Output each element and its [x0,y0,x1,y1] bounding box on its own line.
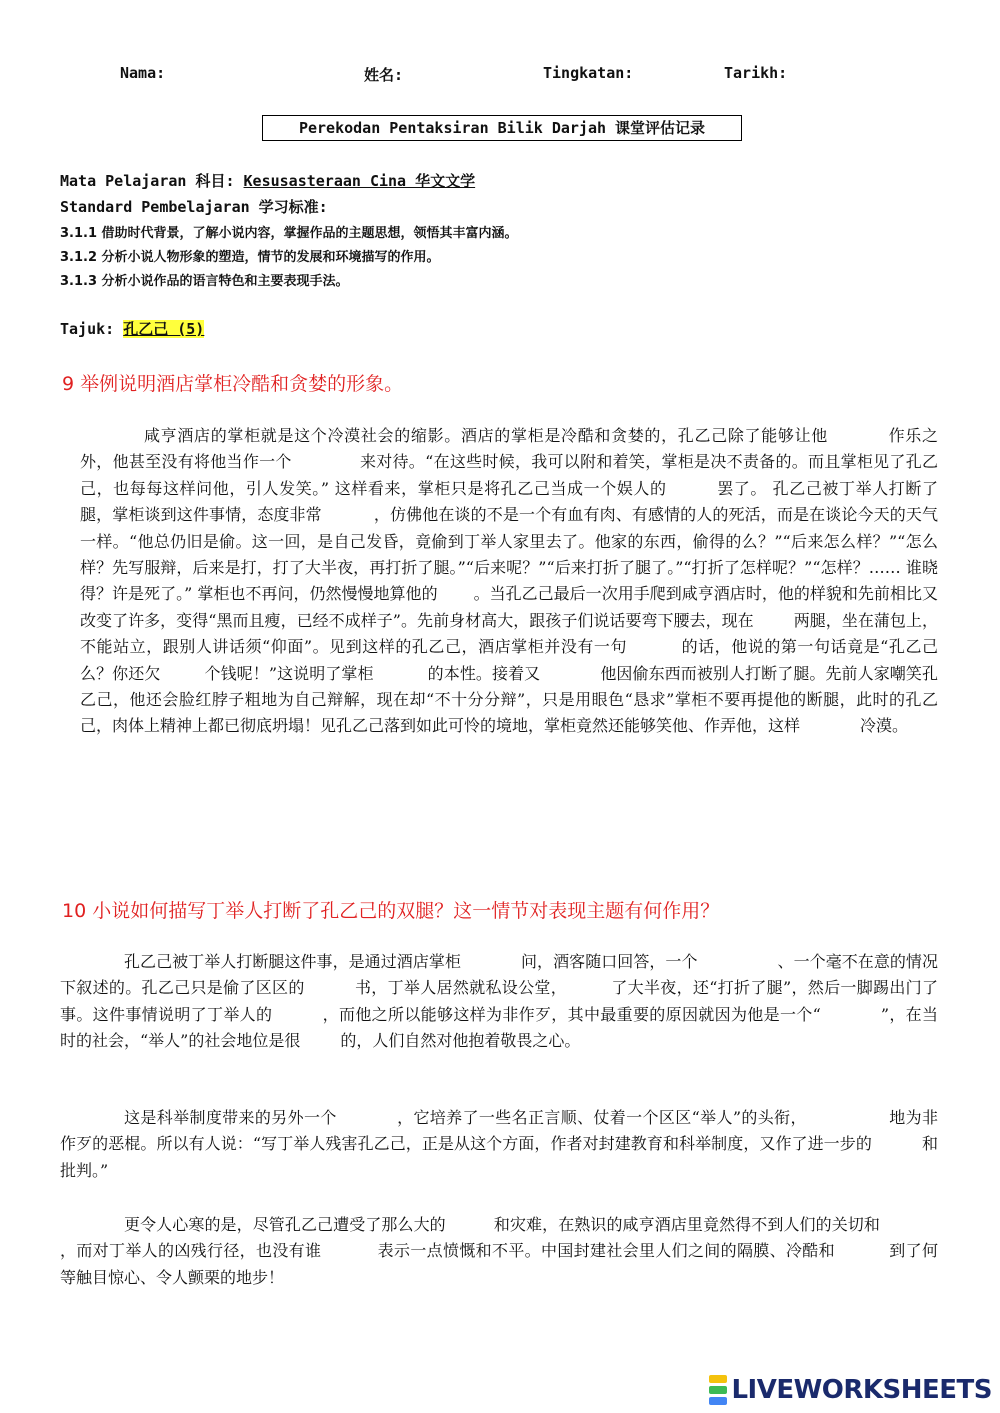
title-chinese: 课堂评估记录 [615,119,706,137]
standard-item: 3.1.2 分析小说人物形象的塑造，情节的发展和环境描写的作用。 [60,250,440,265]
answer-text: ，而他之所以能够这样为非作歹，其中最重要的原因就因为他是一个“ [322,1004,821,1024]
topic-value: 孔乙己 (5) [123,320,205,338]
answer-text: 更令人心寒的是，尽管孔乙己遭受了那么大的 [124,1215,446,1234]
answer-text: 和批判。” [60,1134,938,1180]
logo-mark-icon [709,1375,727,1405]
tingkatan-label: Tingkatan: [543,64,634,82]
answer-text: 孔乙己被丁举人打断腿这件事，是通过酒店掌柜 [124,952,461,971]
logo-text: LIVEWORKSHEETS [731,1375,992,1405]
answer-text: 书，丁举人居然就私设公堂， [354,978,568,998]
answer-text: 的本性。接着又 [427,663,541,683]
title-latin: Perekodan Pentaksiran Bilik Darjah [298,119,606,137]
answer-text: 到了何等触目惊心、令人颤栗的地步！ [60,1241,938,1287]
subject-line [60,170,475,191]
answer-text: ，它培养了一些名正言顺、仗着一个区区“举人”的头衔， [396,1108,807,1127]
answer-text: 问，酒客随口回答，一个 [520,952,698,971]
liveworksheets-logo [709,1375,992,1405]
standard-item: 3.1.3 分析小说作品的语言特色和主要表现手法。 [60,274,349,289]
subject-label: Mata Pelajaran 科目: [60,172,235,190]
answer-10-paragraph-1 [60,949,938,1055]
answer-text: 这是科举制度带来的另外一个 [124,1108,337,1127]
answer-text: 冷漠。 [860,716,909,736]
answer-text: ，而对丁举人的凶残行径，也没有谁 [60,1241,322,1261]
answer-text: 表示一点愤慨和不平。中国封建社会里人们之间的隔膜、冷酷和 [377,1241,835,1261]
answer-text: 。当孔乙己最后一次用手爬到咸亨酒店时，他的样貌和先前相比又改变了许多，变得“黑而且瘦，已经不成样子”。先前身材高大，跟孩子们说话要弯下腰去，现在 [80,584,938,630]
subject-value: Kesusasteraan Cina 华文文学 [243,172,476,190]
answer-text: 咸亨酒店的掌柜就是这个冷漠社会的缩影。酒店的掌柜是冷酷和贪婪的，孔乙己除了能够让他 [144,426,828,445]
answer-text: 了大半夜，还“打折了腿”，然后一脚踢出门了事。这件事情说明了丁举人的 [60,978,938,1024]
question-10: 10 小说如何描写丁举人打断了孔乙己的双腿？这一情节对表现主题有何作用？ [62,900,720,922]
answer-text: ，仿佛他在谈的不是一个有血有肉、有感情的人的死活，而是在谈论今天的天气一样。“他总仍旧是偷。这一回，是自己发昏，竟偷到丁举人家里去了。他家的东西，偷得的么？”“后来怎么样？”“怎么样？先写服辩，后来是打，打了大半夜，再打折了腿。”“后来呢？”“后来打折了腿了。”“打折了怎样呢？”“怎样？…… 谁晓得？许是死了。” 掌柜也不再问，仍然慢慢地算他的 [80,505,938,604]
answer-text: ”，在当时的社会，“举人”的社会地位是很 [60,1004,938,1051]
answer-10-paragraph-2 [60,1105,938,1184]
answer-text: 地为非作歹的恶棍。所以有人说：“写丁举人残害孔乙己，正是从这个方面，作者对封建教育和科举制度，又作了进一步的 [60,1108,938,1154]
answer-text: 的话，他说的第一句话竟是“孔乙己么？你还欠 [80,637,938,683]
xingming-label: 姓名: [364,66,404,84]
nama-label: Nama: [120,64,166,82]
answer-text: 、一个毫不在意的情况下叙述的。孔乙己只是偷了区区的 [60,952,938,998]
answer-text: 的，人们自然对他抱着敬畏之心。 [340,1031,581,1051]
answer-text: 和灾难，在熟识的咸亨酒店里竟然得不到人们的关切和 [493,1215,880,1234]
logo-bar [709,1397,727,1405]
answer-text: 来对待。“在这些时候，我可以附和着笑，掌柜是决不责备的。而且掌柜见了孔乙己，也每每这样问他，引人发笑。” 这样看来，掌柜只是将孔乙己当成一个娱人的 [80,452,938,498]
standard-label: Standard Pembelajaran 学习标准: [60,198,328,216]
standard-item: 3.1.1 借助时代背景，了解小说内容，掌握作品的主题思想，领悟其丰富内涵。 [60,226,518,241]
answer-text: 他因偷东西而被别人打断了腿。先前人家嘲笑孔乙己，他还会脸红脖子粗地为自己辩解，现在却“不十分分辩”，只是用眼色“恳求”掌柜不要再提他的断腿，此时的孔乙己，肉体上精神上都已彻底坍塌！见孔乙己落到如此可怜的境地，掌柜竟然还能够笑他、作弄他，这样 [80,663,938,736]
answer-text: 作乐之外，他甚至没有将他当作一个 [80,426,938,472]
answer-10-paragraph-3 [60,1212,938,1291]
question-9: 9 举例说明酒店掌柜冷酷和贪婪的形象。 [62,373,404,395]
answer-text: 两腿，坐在蒲包上，不能站立，跟别人讲话须“仰面”。见到这样的孔乙己，酒店掌柜并没有一句 [80,610,938,657]
logo-bar [709,1375,727,1383]
tarikh-label: Tarikh: [724,64,788,82]
topic-label: Tajuk: [60,320,115,338]
logo-bar [709,1386,727,1394]
answer-text: 罢了。 孔乙己被丁举人打断了腿，掌柜谈到这件事情，态度非常 [80,478,938,525]
answer-9-paragraph [80,423,938,740]
answer-text: 个钱呢！”这说明了掌柜 [204,663,374,683]
page-title [262,115,742,141]
topic-line [60,318,204,339]
